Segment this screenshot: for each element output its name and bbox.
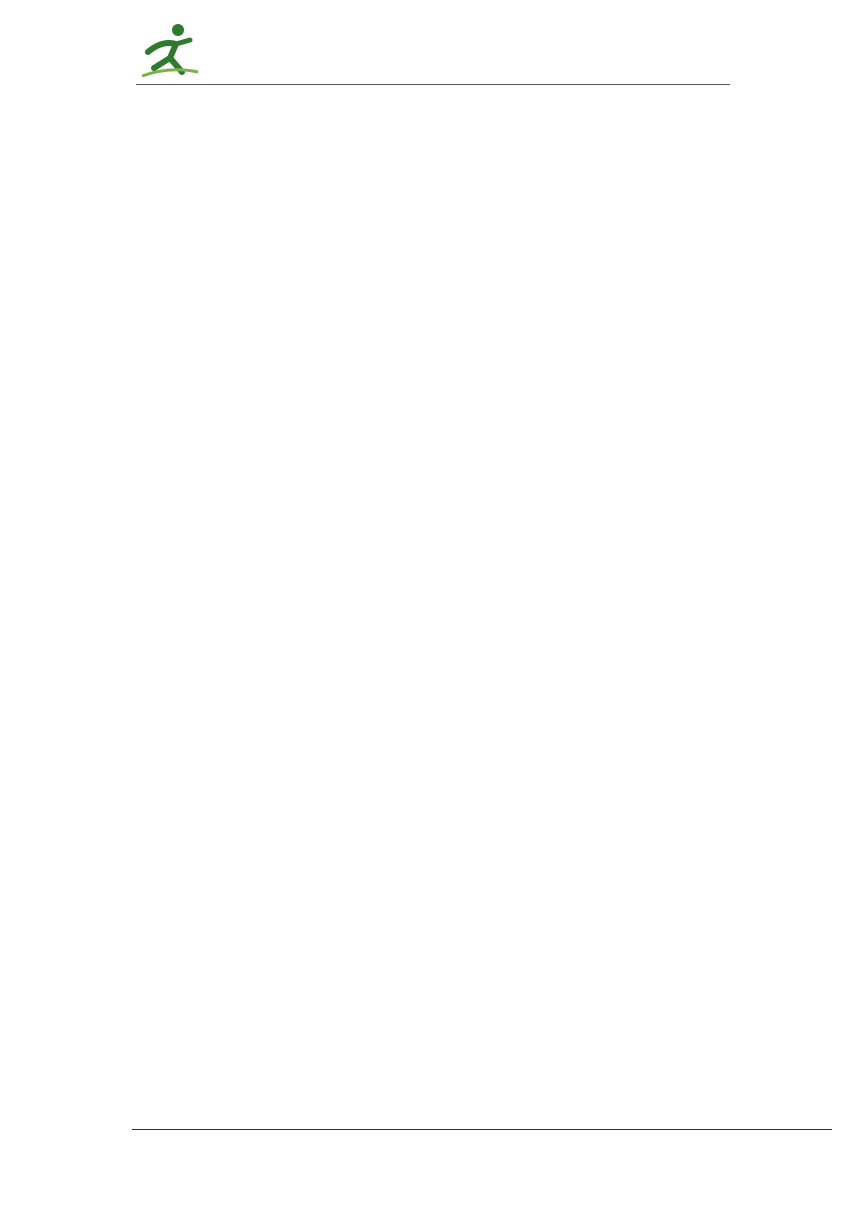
footer-divider xyxy=(132,1129,832,1130)
